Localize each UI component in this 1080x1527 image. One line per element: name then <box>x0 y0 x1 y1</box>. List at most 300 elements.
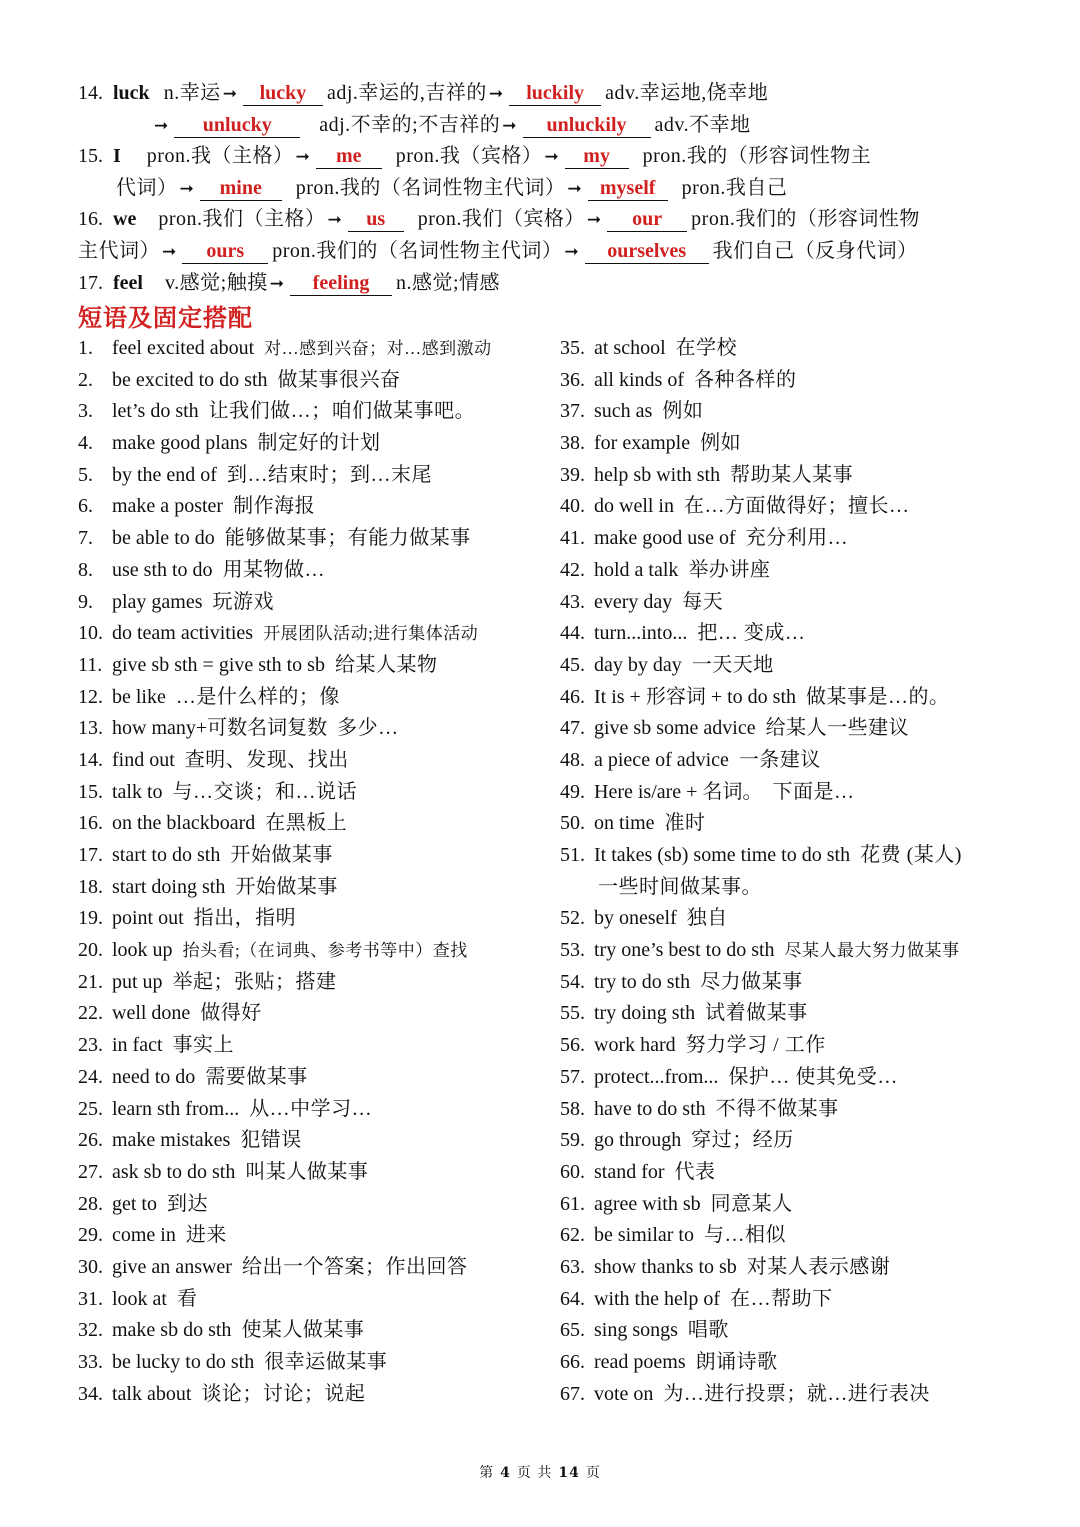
phrase-chinese: 事实上 <box>172 1034 235 1057</box>
answer-blank <box>316 144 382 169</box>
phrase-english: with the help of <box>594 1287 721 1310</box>
phrase-number: 33. <box>78 1351 103 1373</box>
phrase-chinese: 做得好 <box>200 1002 262 1025</box>
phrase-chinese: 在黑板上 <box>265 812 348 835</box>
page-number: 4 <box>500 1465 511 1481</box>
phrase-row <box>78 998 548 1030</box>
entry-we <box>78 204 1038 236</box>
phrase-row <box>560 1284 1040 1316</box>
phrase-number: 18. <box>78 875 103 898</box>
phrase-chinese: 给出一个答案；作出回答 <box>241 1255 468 1278</box>
phrase-row <box>78 1125 548 1157</box>
answer-blank <box>607 207 687 232</box>
phrase-chinese: 需要做某事 <box>205 1065 308 1088</box>
phrase-row <box>560 777 1040 809</box>
phrase-english: by the end of <box>112 463 217 486</box>
phrase-number: 48. <box>560 748 585 771</box>
phrase-english: look at <box>112 1287 167 1310</box>
phrase-row <box>560 1220 1040 1252</box>
phrase-chinese: 做某事是…的。 <box>806 685 950 708</box>
footer-text: 页 <box>585 1465 601 1481</box>
gloss: pron.我们（主格） <box>158 208 326 231</box>
phrase-english: look up <box>112 939 173 962</box>
phrase-number: 67. <box>560 1382 585 1405</box>
phrase-chinese: 准时 <box>664 812 706 835</box>
phrase-chinese: 看 <box>177 1287 198 1310</box>
phrase-chinese: 能够做某事；有能力做某事 <box>224 527 471 550</box>
answer-blank <box>588 176 668 201</box>
phrase-row <box>78 1062 548 1094</box>
gloss: pron.我们（宾格） <box>417 208 585 231</box>
phrase-english: get to <box>112 1192 157 1215</box>
phrase-row <box>78 967 548 999</box>
phrase-number: 22. <box>78 1002 103 1025</box>
phrase-chinese: 一天天地 <box>691 653 774 676</box>
phrase-list-left <box>78 333 548 1410</box>
phrase-number: 29. <box>78 1224 103 1247</box>
phrase-row <box>78 1315 548 1347</box>
phrase-english: hold a talk <box>594 558 679 581</box>
phrase-number: 43. <box>560 590 585 613</box>
phrase-row <box>560 365 1040 397</box>
phrase-chinese: 犯错误 <box>240 1129 302 1152</box>
entry-number: 15. <box>78 145 103 168</box>
phrase-number: 23. <box>78 1034 103 1057</box>
footer-text: 页 共 <box>516 1465 553 1481</box>
phrase-row <box>560 460 1040 492</box>
phrase-english: It is + 形容词 + to do sth <box>594 685 797 708</box>
answer-text: myself <box>599 176 656 199</box>
phrase-english: be similar to <box>594 1224 694 1247</box>
head-word: feel <box>113 271 143 294</box>
phrase-chinese: 叫某人做某事 <box>245 1160 369 1183</box>
phrase-chinese: 制作海报 <box>233 495 316 518</box>
gloss: 我们自己（反身代词） <box>712 239 918 262</box>
phrase-english: start doing sth <box>112 875 226 898</box>
answer-blank <box>523 113 651 138</box>
phrase-row <box>560 333 1040 365</box>
answer-text: my <box>583 145 610 168</box>
phrase-chinese: 给某人一些建议 <box>765 717 910 740</box>
phrase-english: do team activities <box>112 622 254 645</box>
phrase-row <box>78 650 548 682</box>
phrase-number: 42. <box>560 558 585 581</box>
phrase-number: 26. <box>78 1129 103 1152</box>
phrase-number: 60. <box>560 1160 585 1183</box>
phrase-english: be excited to do sth <box>112 368 268 391</box>
phrase-chinese: 做某事很兴奋 <box>277 368 401 391</box>
phrase-chinese: 努力学习 / 工作 <box>685 1034 826 1057</box>
phrase-row <box>560 1030 1040 1062</box>
phrase-row <box>560 1189 1040 1221</box>
phrase-row <box>560 1125 1040 1157</box>
phrase-chinese: 举起；张贴；搭建 <box>172 970 337 993</box>
head-word: we <box>113 208 137 231</box>
phrase-english: use sth to do <box>112 558 213 581</box>
phrase-number: 49. <box>560 780 585 803</box>
phrase-english: start to do sth <box>112 844 221 866</box>
phrase-english: do well in <box>594 495 674 518</box>
phrase-row <box>78 460 548 492</box>
phrase-number: 58. <box>560 1097 585 1120</box>
phrase-english: sing songs <box>594 1319 678 1342</box>
phrase-row <box>560 587 1040 619</box>
arrow-icon: ➞ <box>162 241 177 262</box>
answer-text: me <box>335 145 362 168</box>
phrase-chinese: 花费 (某人) <box>860 844 962 866</box>
phrase-english: a piece of advice <box>594 748 729 771</box>
phrase-english: give sb some advice <box>594 717 756 740</box>
phrase-number: 32. <box>78 1319 103 1342</box>
phrase-chinese: 给某人某物 <box>334 653 438 676</box>
phrase-number: 13. <box>78 717 103 740</box>
phrase-row <box>78 935 548 967</box>
phrase-number: 40. <box>560 495 585 518</box>
answer-text: lucky <box>259 82 307 104</box>
phrase-row <box>78 396 548 428</box>
phrase-english: be lucky to do sth <box>112 1351 255 1373</box>
phrase-chinese: 很幸运做某事 <box>264 1351 388 1373</box>
phrase-chinese: 把… 变成… <box>697 622 806 645</box>
entry-luck <box>78 78 1038 110</box>
phrase-number: 27. <box>78 1160 103 1183</box>
phrase-chinese: 试着做某事 <box>705 1002 808 1025</box>
phrase-number: 44. <box>560 622 585 645</box>
arrow-icon: ➞ <box>502 115 517 136</box>
phrase-row <box>78 840 548 872</box>
phrase-english: by oneself <box>594 907 677 930</box>
arrow-icon: ➞ <box>544 147 559 168</box>
phrase-number: 51. <box>560 844 585 866</box>
phrase-row <box>78 365 548 397</box>
arrow-icon: ➞ <box>154 115 169 136</box>
phrase-english: put up <box>112 970 163 993</box>
phrase-number: 7. <box>78 527 93 550</box>
phrase-english: have to do sth <box>594 1097 706 1120</box>
phrase-english: talk to <box>112 780 163 803</box>
phrase-row <box>560 555 1040 587</box>
phrase-chinese: 谈论；讨论；说起 <box>201 1382 366 1405</box>
phrase-chinese: 开始做某事 <box>235 875 338 898</box>
phrase-english: play games <box>112 590 203 613</box>
phrase-row <box>78 428 548 460</box>
answer-text: feeling <box>312 271 370 294</box>
phrase-number: 66. <box>560 1351 585 1373</box>
phrase-list-right <box>560 333 1040 1410</box>
phrase-row <box>560 1252 1040 1284</box>
phrase-number: 34. <box>78 1382 103 1405</box>
phrase-row <box>78 1379 548 1411</box>
phrase-row <box>560 745 1040 777</box>
phrase-number: 19. <box>78 907 103 930</box>
phrase-english: It takes (sb) some time to do sth <box>594 844 851 866</box>
answer-text: luckily <box>526 82 585 104</box>
answer-blank <box>290 271 392 296</box>
footer-text: 第 <box>479 1465 495 1481</box>
phrase-number: 3. <box>78 400 93 423</box>
phrase-english: talk about <box>112 1382 192 1405</box>
arrow-icon: ➞ <box>327 210 342 231</box>
phrase-number: 9. <box>78 590 93 613</box>
phrase-number: 5. <box>78 463 93 486</box>
phrase-number: 2. <box>78 368 93 391</box>
phrase-number: 35. <box>560 337 585 359</box>
phrase-english: learn sth from... <box>112 1097 240 1120</box>
phrase-number: 10. <box>78 622 103 645</box>
phrase-english: vote on <box>594 1382 654 1405</box>
head-word: I <box>113 145 121 168</box>
phrase-number: 61. <box>560 1192 585 1215</box>
phrase-row <box>78 333 548 365</box>
phrase-number: 46. <box>560 685 585 708</box>
phrase-number: 14. <box>78 748 103 771</box>
phrase-english: go through <box>594 1129 682 1152</box>
phrase-chinese: 玩游戏 <box>212 590 275 613</box>
phrase-row <box>560 998 1040 1030</box>
phrase-chinese: 从…中学习… <box>249 1097 373 1120</box>
phrase-row <box>78 745 548 777</box>
phrase-number: 45. <box>560 653 585 676</box>
gloss: 代词） <box>116 176 178 199</box>
phrase-row <box>560 1094 1040 1126</box>
gloss: adv.不幸地 <box>654 113 751 136</box>
entry-we-cont <box>78 236 1038 268</box>
phrase-english: be able to do <box>112 527 215 550</box>
phrase-number: 30. <box>78 1255 103 1278</box>
phrase-row <box>78 1284 548 1316</box>
answer-blank <box>509 81 601 106</box>
gloss: adv.幸运地,侥幸地 <box>605 82 769 104</box>
phrase-row <box>78 808 548 840</box>
phrase-chinese: 同意某人 <box>710 1192 793 1215</box>
arrow-icon: ➞ <box>295 147 310 168</box>
phrase-row <box>560 1157 1040 1189</box>
gloss: v.感觉;触摸 <box>164 271 268 294</box>
phrase-english: for example <box>594 432 691 455</box>
phrase-chinese: 尽力做某事 <box>700 970 803 993</box>
phrase-row <box>78 523 548 555</box>
phrase-row <box>560 1062 1040 1094</box>
phrase-chinese: 用某物做… <box>222 558 326 581</box>
phrase-row <box>560 713 1040 745</box>
gloss: pron.我们的（形容词性物 <box>691 208 920 231</box>
phrase-english: need to do <box>112 1065 196 1088</box>
phrase-number: 12. <box>78 685 103 708</box>
phrase-number: 47. <box>560 717 585 740</box>
phrase-chinese: 到…结束时；到…末尾 <box>226 463 432 486</box>
phrase-english: agree with sb <box>594 1192 701 1215</box>
page-footer <box>0 1462 1080 1482</box>
phrase-chinese: 各种各样的 <box>694 368 797 391</box>
phrase-row <box>78 618 548 650</box>
phrase-row <box>78 1347 548 1379</box>
phrase-number: 21. <box>78 970 103 993</box>
phrase-number: 17. <box>78 844 103 866</box>
phrase-english: make good use of <box>594 527 736 550</box>
phrase-chinese: 例如 <box>662 400 704 423</box>
arrow-icon: ➞ <box>222 84 237 104</box>
answer-blank <box>348 207 404 232</box>
phrase-chinese: 在…帮助下 <box>730 1287 833 1310</box>
phrase-chinese: 与…相似 <box>703 1224 786 1247</box>
arrow-icon: ➞ <box>567 178 582 199</box>
phrase-english: ask sb to do sth <box>112 1160 236 1183</box>
phrase-row <box>560 1315 1040 1347</box>
phrase-number: 56. <box>560 1034 585 1057</box>
phrase-row <box>560 428 1040 460</box>
phrase-english: day by day <box>594 653 682 676</box>
phrase-row <box>78 555 548 587</box>
phrase-english: on time <box>594 812 655 835</box>
phrase-english: try doing sth <box>594 1002 696 1025</box>
phrase-chinese: 每天 <box>682 590 724 613</box>
phrase-number: 64. <box>560 1287 585 1310</box>
phrase-row <box>78 1252 548 1284</box>
phrase-english: in fact <box>112 1034 163 1057</box>
phrase-chinese: …是什么样的；像 <box>175 685 340 708</box>
phrase-chinese: 唱歌 <box>687 1319 729 1342</box>
phrase-chinese: 对某人表示感谢 <box>746 1255 891 1278</box>
phrase-english: point out <box>112 907 184 930</box>
phrase-english: feel excited about <box>112 337 255 359</box>
phrase-row <box>78 1094 548 1126</box>
phrase-chinese: 一些时间做某事。 <box>598 875 762 898</box>
phrase-chinese: 一条建议 <box>738 748 821 771</box>
phrase-chinese: 举办讲座 <box>688 558 771 581</box>
phrase-number: 6. <box>78 495 93 518</box>
phrase-chinese: 帮助某人某事 <box>730 463 854 486</box>
word-formation-section <box>78 78 1038 299</box>
answer-blank <box>565 144 629 169</box>
phrase-chinese: 对…感到兴奋；对…感到激动 <box>264 339 492 358</box>
arrow-icon: ➞ <box>564 241 579 262</box>
phrase-chinese: 保护… 使其免受… <box>728 1065 898 1088</box>
phrase-number: 62. <box>560 1224 585 1247</box>
phrase-english: protect...from... <box>594 1065 719 1088</box>
answer-blank <box>174 113 300 138</box>
phrase-row <box>78 1030 548 1062</box>
phrase-english: on the blackboard <box>112 812 256 835</box>
phrase-english: make a poster <box>112 495 224 518</box>
phrase-chinese: 制定好的计划 <box>257 432 381 455</box>
phrase-english: show thanks to sb <box>594 1255 737 1278</box>
phrase-english: such as <box>594 400 653 423</box>
entry-number: 16. <box>78 208 103 231</box>
answer-text: us <box>366 208 386 231</box>
phrase-english: give sb sth = give sth to sb <box>112 653 325 676</box>
phrase-number: 55. <box>560 1002 585 1025</box>
phrase-chinese: 独自 <box>686 907 728 930</box>
phrase-english: make sb do sth <box>112 1319 232 1342</box>
answer-text: unluckily <box>546 113 627 136</box>
gloss: n.幸运 <box>163 82 221 104</box>
phrase-row <box>560 650 1040 682</box>
phrase-row <box>560 872 1040 904</box>
phrase-number: 52. <box>560 907 585 930</box>
phrase-number: 50. <box>560 812 585 835</box>
answer-text: mine <box>219 176 262 199</box>
phrase-chinese: 尽某人最大努力做某事 <box>784 941 960 961</box>
entry-luck-cont <box>78 110 1038 142</box>
phrase-english: help sb with sth <box>594 463 721 486</box>
phrase-chinese: 充分利用… <box>745 527 849 550</box>
phrase-chinese: 穿过；经历 <box>691 1129 794 1152</box>
phrase-number: 59. <box>560 1129 585 1152</box>
phrase-chinese: 查明、发现、找出 <box>184 748 349 771</box>
phrase-english: well done <box>112 1002 191 1025</box>
phrase-english: try one’s best to do sth <box>594 939 775 962</box>
head-word: luck <box>113 82 150 104</box>
gloss: pron.我的（形容词性物主 <box>642 145 872 168</box>
gloss: pron.我的（名词性物主代词） <box>295 176 566 199</box>
phrase-row <box>560 682 1040 714</box>
arrow-icon: ➞ <box>269 273 284 294</box>
phrase-number: 31. <box>78 1287 103 1310</box>
phrase-chinese: 到达 <box>167 1192 208 1215</box>
phrase-english: be like <box>112 685 166 708</box>
phrase-english: work hard <box>594 1034 676 1057</box>
phrase-number: 57. <box>560 1065 585 1088</box>
gloss: pron.我自己 <box>681 176 788 199</box>
phrase-number: 15. <box>78 780 103 803</box>
phrase-number: 11. <box>78 653 103 676</box>
phrase-row <box>78 1189 548 1221</box>
phrase-chinese: 朗诵诗歌 <box>695 1351 778 1373</box>
phrase-chinese: 为…进行投票；就…进行表决 <box>663 1382 930 1405</box>
phrase-chinese: 在…方面做得好；擅长… <box>684 495 910 518</box>
phrase-row <box>78 587 548 619</box>
phrase-chinese: 多少… <box>337 717 399 740</box>
section-title: 短语及固定搭配 <box>78 304 253 332</box>
answer-blank <box>585 239 709 264</box>
phrase-row <box>560 840 1040 872</box>
entry-i <box>78 141 1038 173</box>
phrase-number: 28. <box>78 1192 103 1215</box>
entry-i-cont <box>78 173 1038 205</box>
phrase-row <box>560 491 1040 523</box>
gloss: adj.不幸的;不吉祥的 <box>319 113 501 136</box>
answer-text: our <box>632 208 663 231</box>
answer-blank <box>243 81 323 106</box>
gloss: 主代词） <box>78 239 160 262</box>
phrase-number: 24. <box>78 1065 103 1088</box>
phrase-chinese: 下面是… <box>772 780 855 803</box>
gloss: pron.我（主格） <box>146 145 294 168</box>
phrase-number: 41. <box>560 527 585 550</box>
gloss: pron.我（宾格） <box>395 145 543 168</box>
phrase-row <box>78 713 548 745</box>
phrase-english: read poems <box>594 1351 686 1373</box>
phrase-number: 38. <box>560 432 585 455</box>
phrase-english: at school <box>594 337 666 359</box>
phrase-number: 37. <box>560 400 585 423</box>
phrase-english: stand for <box>594 1160 665 1183</box>
phrase-number: 63. <box>560 1255 585 1278</box>
phrase-row <box>560 396 1040 428</box>
phrase-english: let’s do sth <box>112 400 199 423</box>
phrase-english: every day <box>594 590 673 613</box>
arrow-icon: ➞ <box>586 210 602 231</box>
phrase-row <box>560 935 1040 967</box>
answer-blank <box>200 176 282 201</box>
phrase-row <box>560 618 1040 650</box>
phrase-number: 39. <box>560 463 585 486</box>
answer-text: unlucky <box>202 113 272 136</box>
phrase-english: give an answer <box>112 1255 232 1278</box>
phrase-chinese: 例如 <box>700 432 742 455</box>
entry-number: 17. <box>78 271 103 294</box>
phrase-number: 54. <box>560 970 585 993</box>
